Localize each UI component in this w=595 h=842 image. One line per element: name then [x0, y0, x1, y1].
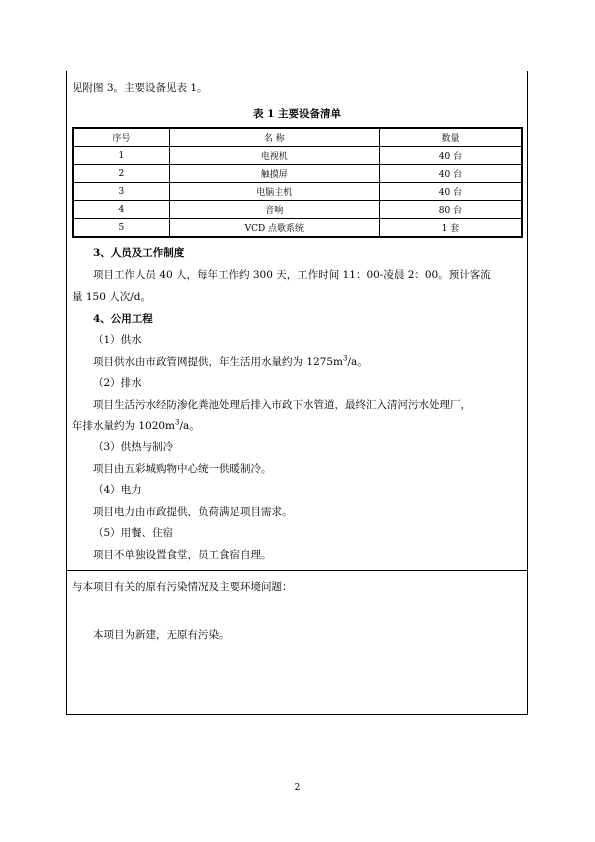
- cell-quantity: 40 台: [379, 147, 522, 165]
- cell-index: 4: [73, 201, 169, 219]
- pollution-text: 本项目为新建，无原有污染。: [93, 629, 230, 641]
- cell-index: 5: [73, 219, 169, 238]
- staffing-heading: 3、人员及工作制度: [93, 247, 185, 259]
- col-header-index: 序号: [73, 128, 169, 147]
- cell-index: 1: [73, 147, 169, 165]
- col-header-quantity: 数量: [379, 128, 522, 147]
- heating-title: （3）供热与制冷: [93, 441, 174, 453]
- drainage-text-line1: 项目生活污水经防渗化粪池处理后排入市政下水管道，最终汇入清河污水处理厂，: [93, 399, 471, 411]
- power-title: （4）电力: [93, 484, 142, 496]
- table-row: [73, 219, 522, 238]
- drainage-text-main: 年排水量约为 1020m: [72, 420, 176, 432]
- utilities-heading: 4、公用工程: [93, 313, 153, 325]
- water-supply-sup: 3: [343, 354, 348, 363]
- staffing-text-line2: 量 150 人次/d。: [72, 291, 151, 303]
- drainage-text-unit: /a。: [179, 420, 200, 432]
- water-supply-text: [93, 355, 368, 369]
- table-row: [73, 165, 522, 183]
- cell-quantity: 40 台: [379, 165, 522, 183]
- heating-text: 项目由五彩城购物中心统一供暖制冷。: [93, 463, 272, 475]
- table-row: [73, 183, 522, 201]
- cell-quantity: 40 台: [379, 183, 522, 201]
- drainage-sup: 3: [175, 418, 180, 427]
- water-supply-text-main: 项目供水由市政管网提供，年生活用水量约为 1275m: [93, 356, 344, 368]
- cell-name: VCD 点歌系统: [169, 219, 379, 238]
- cell-index: 3: [73, 183, 169, 201]
- cell-name: 触摸屏: [169, 165, 379, 183]
- cell-quantity: 80 台: [379, 201, 522, 219]
- catering-text: 项目不单独设置食堂，员工食宿自理。: [93, 549, 272, 561]
- table-row: [73, 201, 522, 219]
- table-header-row: [73, 128, 522, 147]
- cell-quantity: 1 套: [379, 219, 522, 238]
- power-text: 项目电力由市政提供，负荷满足项目需求。: [93, 506, 293, 518]
- cell-index: 2: [73, 165, 169, 183]
- catering-title: （5）用餐、住宿: [93, 527, 174, 539]
- cell-name: 电视机: [169, 147, 379, 165]
- cell-name: 音响: [169, 201, 379, 219]
- water-supply-text-unit: /a。: [347, 356, 368, 368]
- table-caption: 表 1 主要设备清单: [252, 108, 342, 120]
- water-supply-title: （1）供水: [93, 334, 142, 346]
- staffing-text-line1: 项目工作人员 40 人，每年工作约 300 天，工作时间 11：00-凌晨 2：00。预计客流: [93, 269, 491, 281]
- page-number: 2: [294, 783, 301, 793]
- pollution-heading: 与本项目有关的原有污染情况及主要环境问题：: [72, 581, 293, 593]
- table-row: [73, 147, 522, 165]
- intro-text: 见附图 3。主要设备见表 1。: [72, 82, 208, 94]
- content-frame: [66, 71, 528, 715]
- col-header-name: 名 称: [169, 128, 379, 147]
- section-divider: [67, 570, 527, 571]
- cell-name: 电脑主机: [169, 183, 379, 201]
- equipment-table: [72, 127, 523, 238]
- drainage-title: （2）排水: [93, 377, 142, 389]
- drainage-text-line2: [72, 419, 200, 433]
